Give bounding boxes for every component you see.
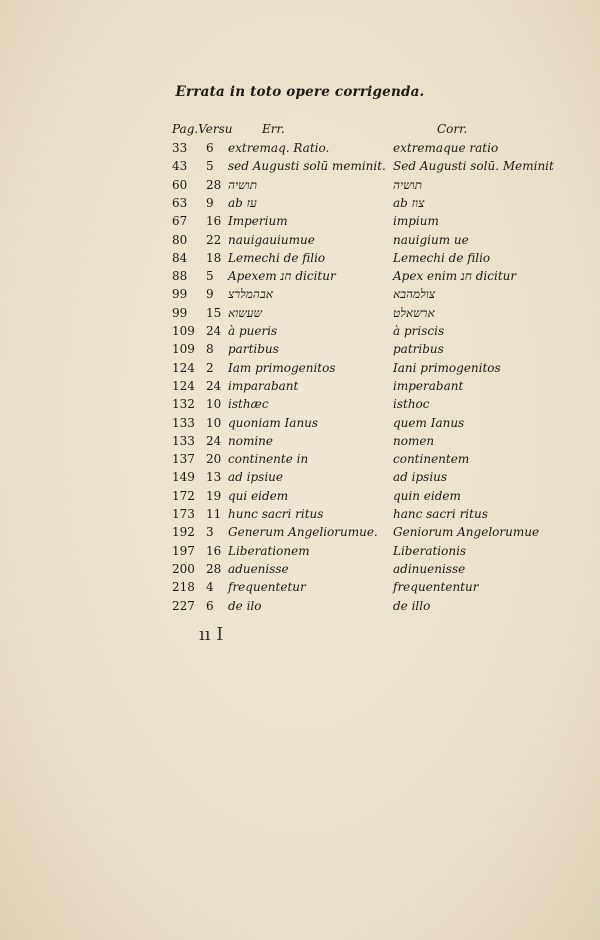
correction-text: hanc sacri ritus bbox=[393, 507, 488, 521]
page-number: 99 bbox=[172, 305, 188, 320]
verse-number: 9 bbox=[206, 287, 214, 302]
page-number: 173 bbox=[172, 507, 195, 521]
correction-text: Iani primogenitos bbox=[393, 360, 501, 375]
correction-text: isthoc bbox=[393, 397, 430, 412]
correction-text: quem Ianus bbox=[393, 415, 465, 430]
verse-number: 10 bbox=[206, 415, 222, 430]
page-number: 109 bbox=[172, 342, 195, 357]
page-number: 133 bbox=[172, 433, 195, 448]
correction-text: quin eidem bbox=[393, 488, 461, 503]
errata-row bbox=[0, 562, 600, 580]
error-text: Apexem חנ dicitur bbox=[228, 269, 336, 284]
correction-text: Lemechi de filio bbox=[393, 250, 491, 265]
error-text: אבהמלרצ bbox=[228, 287, 273, 302]
verse-number: 24 bbox=[206, 324, 222, 338]
page-number: 84 bbox=[172, 250, 188, 265]
page-number: 137 bbox=[172, 452, 195, 467]
correction-text: de illo bbox=[393, 598, 431, 613]
verse-number: 24 bbox=[206, 433, 222, 448]
errata-row bbox=[0, 525, 600, 543]
page-number: 60 bbox=[172, 177, 188, 192]
correction-text: Liberationis bbox=[393, 543, 467, 558]
error-text: quoniam Ianus bbox=[228, 415, 319, 430]
page-number: 200 bbox=[172, 561, 195, 576]
error-text: Lemechi de filio bbox=[228, 250, 326, 265]
errata-row bbox=[0, 470, 600, 488]
error-text: hunc sacri ritus bbox=[228, 507, 324, 521]
page-number: 133 bbox=[172, 415, 195, 430]
header-corrections: Corr. bbox=[437, 122, 468, 136]
error-text: ad ipsiue bbox=[228, 470, 283, 485]
errata-row bbox=[0, 379, 600, 397]
verse-number: 8 bbox=[206, 342, 214, 357]
errata-row bbox=[0, 324, 600, 342]
correction-text: ab צוז bbox=[393, 195, 425, 210]
error-text: Iam primogenitos bbox=[228, 360, 336, 375]
correction-text: תושיה bbox=[393, 177, 423, 192]
correction-text: frequententur bbox=[393, 580, 479, 595]
errata-row bbox=[0, 397, 600, 415]
page-number: 43 bbox=[172, 159, 188, 174]
header-errors: Err. bbox=[262, 122, 285, 136]
errata-row bbox=[0, 452, 600, 470]
correction-text: צולמהבא bbox=[393, 287, 436, 302]
error-text: aduenisse bbox=[228, 561, 289, 576]
verse-number: 13 bbox=[206, 470, 222, 485]
verse-number: 5 bbox=[206, 269, 214, 284]
verse-number: 11 bbox=[206, 507, 222, 521]
error-text: nauigauiumue bbox=[228, 232, 315, 247]
errata-row bbox=[0, 434, 600, 452]
errata-row bbox=[0, 416, 600, 434]
errata-row bbox=[0, 489, 600, 507]
errata-row bbox=[0, 159, 600, 177]
errata-row bbox=[0, 141, 600, 159]
error-text: à pueris bbox=[228, 324, 278, 338]
errata-row bbox=[0, 599, 600, 617]
correction-text: à priscis bbox=[393, 324, 445, 338]
page-number: 124 bbox=[172, 360, 195, 375]
page-number: 63 bbox=[172, 195, 188, 210]
error-text: שעשוא bbox=[228, 305, 263, 320]
verse-number: 16 bbox=[206, 543, 222, 558]
page-number: 33 bbox=[172, 141, 188, 155]
error-text: Imperium bbox=[228, 214, 288, 229]
error-text: extremaq. Ratio. bbox=[228, 141, 330, 155]
correction-text: extremaque ratio bbox=[393, 141, 499, 155]
error-text: de ilo bbox=[228, 598, 262, 613]
correction-text: Geniorum Angelorumue bbox=[393, 525, 540, 540]
page-number: 67 bbox=[172, 214, 188, 229]
correction-text: adinuenisse bbox=[393, 561, 466, 576]
error-text: תושיה bbox=[228, 177, 258, 192]
header-page-verse: Pag.Versu bbox=[172, 122, 233, 136]
verse-number: 2 bbox=[206, 360, 214, 375]
errata-row bbox=[0, 306, 600, 324]
errata-row bbox=[0, 342, 600, 360]
error-text: Liberationem bbox=[228, 543, 310, 558]
page-number: 80 bbox=[172, 232, 188, 247]
errata-row bbox=[0, 251, 600, 269]
page-number: 88 bbox=[172, 269, 188, 284]
errata-row bbox=[0, 196, 600, 214]
verse-number: 6 bbox=[206, 598, 214, 613]
error-text: qui eidem bbox=[228, 488, 289, 503]
correction-text: ad ipsius bbox=[393, 470, 448, 485]
verse-number: 9 bbox=[206, 195, 214, 210]
verse-number: 18 bbox=[206, 250, 222, 265]
page-number: 218 bbox=[172, 580, 195, 595]
correction-text: impium bbox=[393, 214, 439, 229]
errata-row bbox=[0, 507, 600, 525]
page-number: 192 bbox=[172, 525, 195, 540]
verse-number: 6 bbox=[206, 141, 214, 155]
verse-number: 15 bbox=[206, 305, 222, 320]
error-text: partibus bbox=[228, 342, 279, 357]
verse-number: 3 bbox=[206, 525, 214, 540]
verse-number: 4 bbox=[206, 580, 214, 595]
error-text: frequentetur bbox=[228, 580, 306, 595]
correction-text: nomen bbox=[393, 433, 435, 448]
error-text: Generum Angeliorumue. bbox=[228, 525, 378, 540]
errata-row bbox=[0, 214, 600, 232]
page-number: 227 bbox=[172, 598, 195, 613]
errata-row bbox=[0, 361, 600, 379]
verse-number: 5 bbox=[206, 159, 214, 174]
correction-text: ארשאלט bbox=[393, 305, 435, 320]
error-text: imparabant bbox=[228, 378, 299, 393]
errata-row bbox=[0, 287, 600, 305]
verse-number: 19 bbox=[206, 488, 222, 503]
verse-number: 24 bbox=[206, 378, 222, 393]
correction-text: Apex enim חנ dicitur bbox=[393, 269, 517, 284]
page-number: 149 bbox=[172, 470, 195, 485]
page-number: 109 bbox=[172, 324, 195, 338]
page-number: 132 bbox=[172, 397, 195, 412]
verse-number: 28 bbox=[206, 561, 222, 576]
correction-text: nauigium ue bbox=[393, 232, 469, 247]
errata-row bbox=[0, 178, 600, 196]
page-number: 172 bbox=[172, 488, 195, 503]
error-text: ab עז bbox=[228, 195, 257, 210]
verse-number: 10 bbox=[206, 397, 222, 412]
correction-text: Sed Augusti solū. Meminit bbox=[393, 159, 554, 174]
page-number: 99 bbox=[172, 287, 188, 302]
errata-row bbox=[0, 544, 600, 562]
verse-number: 16 bbox=[206, 214, 222, 229]
verse-number: 22 bbox=[206, 232, 222, 247]
page-title: Errata in toto opere corrigenda. bbox=[175, 84, 425, 100]
verse-number: 28 bbox=[206, 177, 222, 192]
error-text: nomine bbox=[228, 433, 273, 448]
error-text: isthæc bbox=[228, 397, 269, 412]
errata-row bbox=[0, 269, 600, 287]
verse-number: 20 bbox=[206, 452, 222, 467]
page-number: 124 bbox=[172, 378, 195, 393]
errata-row bbox=[0, 233, 600, 251]
error-text: sed Augusti solū meminit. bbox=[228, 159, 386, 174]
page-number: 197 bbox=[172, 543, 195, 558]
stray-print-marks: ıı I bbox=[199, 624, 224, 645]
correction-text: continentem bbox=[393, 452, 470, 467]
errata-row bbox=[0, 580, 600, 598]
correction-text: patribus bbox=[393, 342, 444, 357]
correction-text: imperabant bbox=[393, 378, 464, 393]
error-text: continente in bbox=[228, 452, 309, 467]
